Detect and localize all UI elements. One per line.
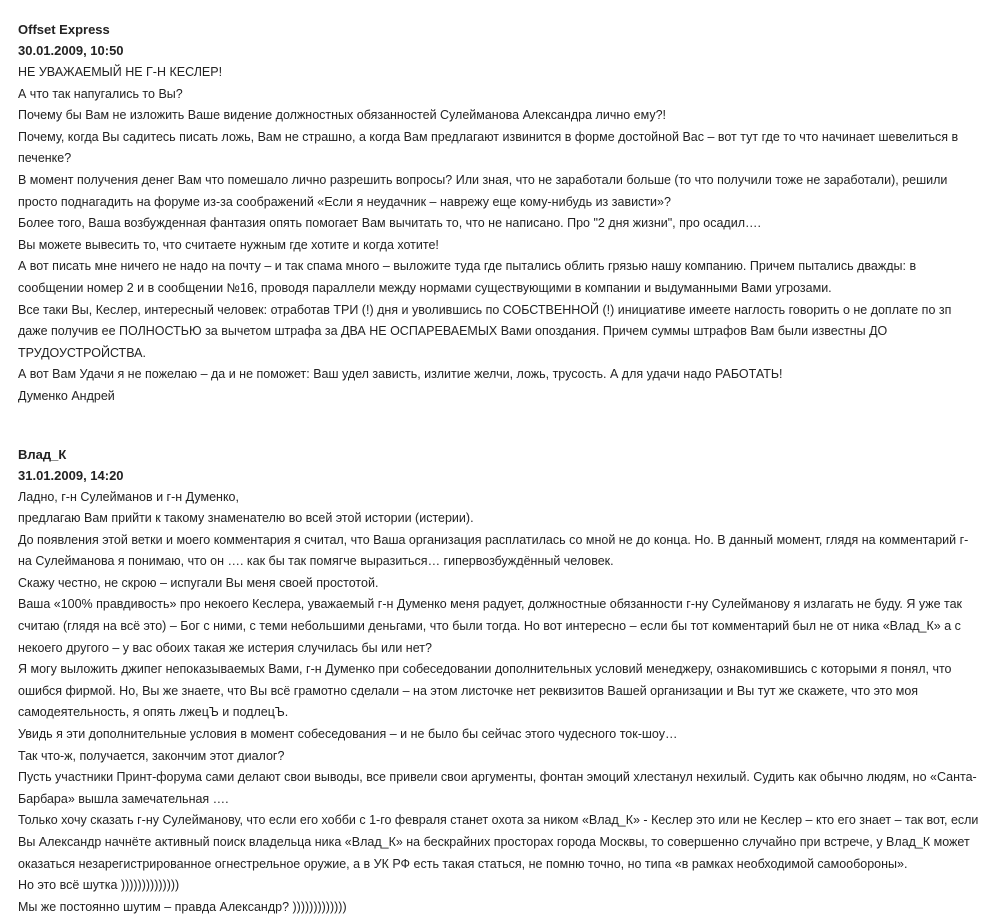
forum-post	[18, 445, 990, 918]
post-line: Но это всё шутка ))))))))))))))	[18, 875, 982, 897]
post-line: Ладно, г-н Сулейманов и г-н Думенко,	[18, 487, 982, 509]
post-line: Мы же постоянно шутим – правда Александр? )))))))))))))	[18, 897, 982, 918]
post-line: Почему бы Вам не изложить Ваше видение должностных обязанностей Сулейманова Александра лично ему?!	[18, 105, 982, 127]
post-line: А вот писать мне ничего не надо на почту – и так спама много – выложите туда где пытались облить грязью нашу компанию. Причем пытались дважды: в сообщении номер 2 и в сообщении №16, проводя параллели между нормами существующими в компании и выдуманными Вами угрозами.	[18, 256, 982, 299]
post-line: Я могу выложить джипег непоказываемых Вами, г-н Думенко при собеседовании дополнительных условий менеджеру, ознакомившись с которыми я понял, что ошибся фирмой. Но, Вы же знаете, что Вы всё грамотно сделали – на этом листочке нет реквизитов Вашей организации и Вы тут же скажете, что это моя самодеятельность, я опять лжецЪ и подлецЪ.	[18, 659, 982, 724]
post-line: Только хочу сказать г-ну Сулейманову, что если его хобби с 1-го февраля станет охота за ником «Влад_К» - Кеслер это или не Кеслер – кто его знает – так вот, если Вы Александр начнёте активный поиск владельца ника «Влад_К» на бескрайних просторах города Москвы, то совершенно случайно при встрече, у Влад_К может оказаться незарегистрированное огнестрельное оружие, а в УК РФ есть такая статься, не помню точно, но типа «в рамках необходимой самообороны».	[18, 810, 982, 875]
post-line: А вот Вам Удачи я не пожелаю – да и не поможет: Ваш удел зависть, излитие желчи, ложь, трусость. А для удачи надо РАБОТАТЬ!	[18, 364, 982, 386]
post-date: 31.01.2009, 14:20	[18, 465, 990, 487]
post-body	[18, 487, 990, 918]
post-line: Более того, Ваша возбужденная фантазия опять помогает Вам вычитать то, что не написано. Про "2 дня жизни", про осадил….	[18, 213, 982, 235]
post-line: Ваша «100% правдивость» про некоего Кеслера, уважаемый г-н Думенко меня радует, должностные обязанности г-ну Сулейманову я излагать не буду. Я уже так считаю (глядя на всё это) – Бог с ними, с теми небольшими деньгами, что были тогда. Но вот интересно – если бы тот комментарий был не от ника «Влад_К» а с некоего другого – у вас обоих такая же истерия случилась бы или нет?	[18, 594, 982, 659]
post-line: предлагаю Вам прийти к такому знаменателю во всей этой истории (истерии).	[18, 508, 982, 530]
post-line: Увидь я эти дополнительные условия в момент собеседования – и не было бы сейчас этого чудесного ток-шоу…	[18, 724, 982, 746]
post-author[interactable]: Offset Express	[18, 20, 990, 40]
post-line: Пусть участники Принт-форума сами делают свои выводы, все привели свои аргументы, фонтан эмоций хлестанул нехилый. Судить как обычно людям, но «Санта-Барбара» вышла замечательная ….	[18, 767, 982, 810]
post-date: 30.01.2009, 10:50	[18, 40, 990, 62]
post-body	[18, 62, 990, 408]
forum-post	[18, 20, 990, 408]
post-line: В момент получения денег Вам что помешало лично разрешить вопросы? Или зная, что не заработали больше (то что получили тоже не заработали), решили просто поднагадить на форуме из-за соображений «Если я неудачник – навpежу еще кому-нибудь из зависти»?	[18, 170, 982, 213]
post-author[interactable]: Влад_К	[18, 445, 990, 465]
post-line: НЕ УВАЖАЕМЫЙ НЕ Г-Н КЕСЛЕР!	[18, 62, 982, 84]
post-line: Вы можете вывесить то, что считаете нужным где хотите и когда хотите!	[18, 235, 982, 257]
post-line: Так что-ж, получается, закончим этот диалог?	[18, 746, 982, 768]
post-line: Скажу честно, не скрою – испугали Вы меня своей простотой.	[18, 573, 982, 595]
post-line: Почему, когда Вы садитесь писать ложь, Вам не страшно, а когда Вам предлагают извинится в форме достойной Вас – вот тут где то что начинает шевелиться в печенке?	[18, 127, 982, 170]
post-line: Все таки Вы, Кеслер, интересный человек: отработав ТРИ (!) дня и уволившись по СОБСТВЕННОЙ (!) инициативе имеете наглость говорить о не доплате по зп даже получив ее ПОЛНОСТЬЮ за вычетом штрафа за ДВА НЕ ОСПАРЕВАЕМЫХ Вами опоздания. Причем суммы штрафов Вам были известны ДО ТРУДОУСТРОЙСТВА.	[18, 300, 982, 365]
post-signature: Думенко Андрей	[18, 386, 982, 408]
post-line: До появления этой ветки и моего комментария я считал, что Ваша организация расплатилась со мной не до конца. Но. В данный момент, глядя на комментарий г-на Сулейманова я понимаю, что он …. как бы так помягче выразиться… гипервозбуждённый человек.	[18, 530, 982, 573]
post-line: А что так напугались то Вы?	[18, 84, 982, 106]
